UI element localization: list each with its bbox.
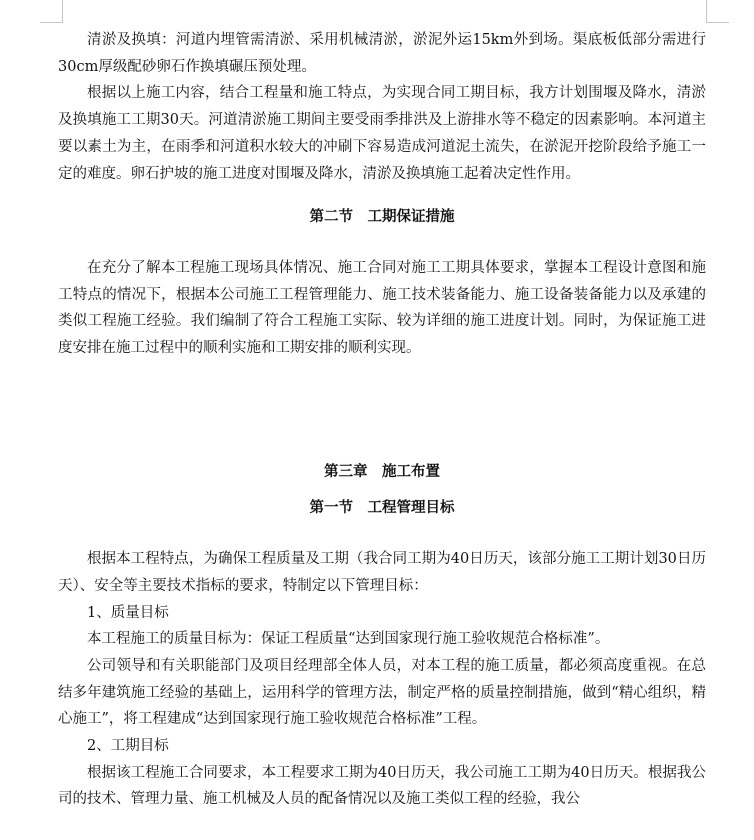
paragraph-targets: 根据本工程特点，为确保工程质量及工期（我合同工期为40日历天，该部分施工工期计划30日历天）、安全等主要技术指标的要求，特制定以下管理目标： [58, 551, 706, 594]
paragraph-quality-goal: 本工程施工的质量目标为：保证工程质量“达到国家现行施工验收规范合格标准”。 [87, 631, 610, 648]
document-body [58, 27, 706, 813]
list-item-period: 2、工期目标 [87, 738, 169, 755]
paragraph-quality-measures: 公司领导和有关职能部门及项目经理部全体人员，对本工程的施工质量，都必须高度重视。在总结多年建筑施工经验的基础上，运用科学的管理方法，制定严格的质量控制措施，做到“精心组织，精心施工”，将工程建成“达到国家现行施工验收规范合格标准”工程。 [58, 657, 706, 728]
paragraph-guarantee: 在充分了解本工程施工现场具体情况、施工合同对施工工期具体要求，掌握本工程设计意图和施工特点的情况下，根据本公司施工工程管理能力、施工技术装备能力、施工设备装备能力以及承建的类似工程施工经验。我们编制了符合工程施工实际、较为详细的施工进度计划。同时，为保证施工进度安排在施工过程中的顺利实施和工期安排的顺利实现。 [58, 259, 706, 357]
chapter-heading-layout: 第三章 施工布置 [324, 463, 440, 480]
paragraph-schedule: 根据以上施工内容，结合工程量和施工特点，为实现合同工期目标，我方计划围堰及降水，清淤及换填施工工期30天。河道清淤施工期间主要受雨季排洪及上游排水等不稳定的因素影响。本河道主要以素土为主，在雨季和河道积水较大的冲刷下容易造成河道泥土流失，在淤泥开挖阶段给予施工一定的难度。卵石护坡的施工进度对围堰及降水，清淤及换填施工起着决定性作用。 [58, 85, 706, 182]
paragraph-dredge: 清淤及换填：河道内埋管需清淤、采用机械清淤，淤泥外运15km外到场。渠底板低部分需进行30cm厚级配砂卵石作换填碾压预处理。 [58, 32, 706, 75]
crop-mark-left [40, 0, 63, 23]
list-item-quality: 1、质量目标 [87, 604, 169, 621]
spacer [58, 231, 706, 255]
spacer [58, 522, 706, 546]
crop-mark-right [706, 0, 729, 23]
section-heading-schedule-guarantee: 第二节 工期保证措施 [309, 209, 455, 226]
spacer [58, 362, 706, 459]
spacer [58, 485, 706, 495]
paragraph-period: 根据该工程施工合同要求，本工程要求工期为40日历天，我公司施工工期为40日历天。根据我公司的技术、管理力量、施工机械及人员的配备情况以及施工类似工程的经验，我公 [58, 764, 706, 808]
spacer [58, 187, 706, 204]
section-heading-management-goals: 第一节 工程管理目标 [309, 500, 455, 517]
